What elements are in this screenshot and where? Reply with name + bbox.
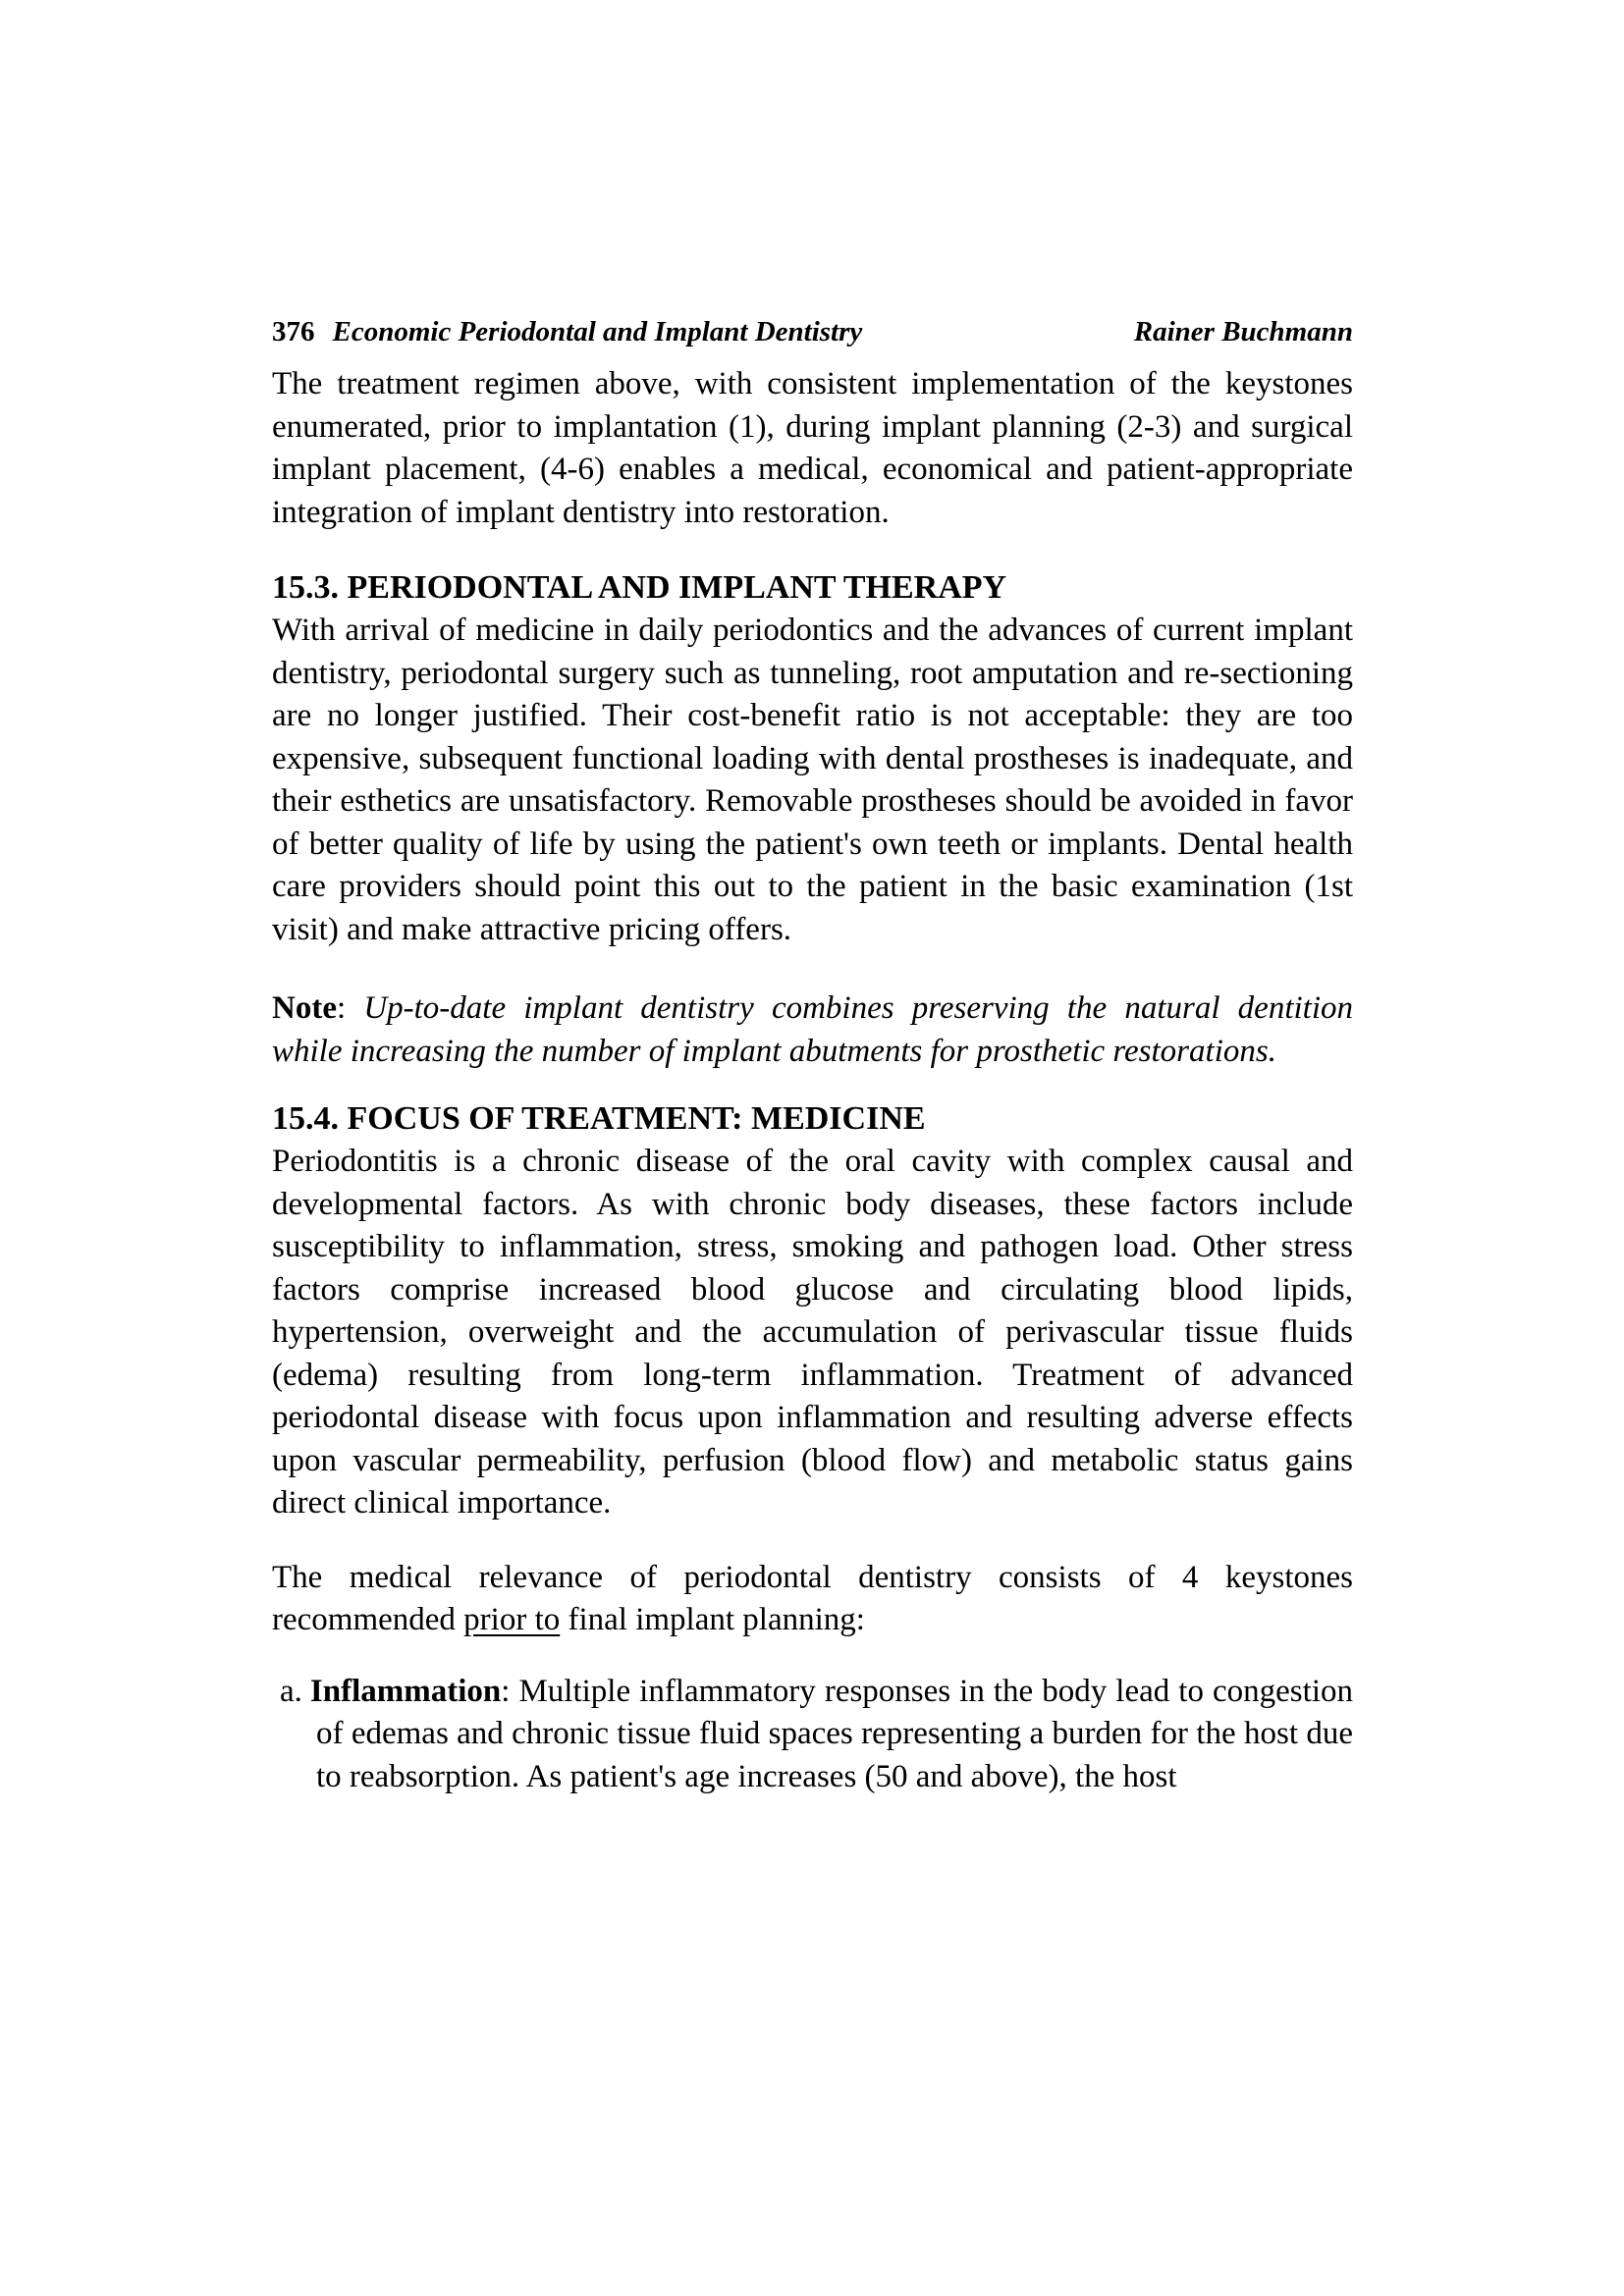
- note-body: Up-to-date implant dentistry combines preserving the natural dentition while increasing the number of implant abutments for prosthetic restorations.: [272, 990, 1353, 1069]
- note-paragraph: [272, 988, 1353, 1073]
- author-name: Rainer Buchmann: [1133, 316, 1353, 347]
- intro-paragraph: The treatment regimen above, with consistent implementation of the keystones enumerated, prior to implantation (1), during implant planning (2-3) and surgical implant placement, (4-6) enables a medical, economical and patient-appropriate integration of implant dentistry into restoration.: [272, 366, 1353, 530]
- list-item-a-term: Inflammation: [309, 1673, 502, 1709]
- section-15-3-paragraph: With arrival of medicine in daily periodontics and the advances of current implant dentistry, periodontal surgery such as tunneling, root amputation and re-sectioning are no longer justified. Their cost-benefit ratio is not acceptable: they are too expensive, subsequent functional loading with dental prostheses is inadequate, and their esthetics are unsatisfactory. Removable prostheses should be avoided in favor of better quality of life by using the patient's own teeth or implants. Dental health care providers should point this out to the patient in the basic examination (1st visit) and make attractive pricing offers.: [272, 613, 1353, 947]
- section-heading-15-4: 15.4. FOCUS OF TREATMENT: MEDICINE: [272, 1100, 926, 1137]
- page-content: [272, 312, 1353, 1798]
- keystones-intro-underlined: prior to: [463, 1602, 561, 1637]
- page-number: 376: [272, 316, 315, 347]
- keystones-intro-part1: The medical relevance of periodontal dentistry consists of 4 keystones recommended: [272, 1559, 1353, 1637]
- section-15-4-paragraph: Periodontitis is a chronic disease of the oral cavity with complex causal and developmental factors. As with chronic body diseases, these factors include susceptibility to inflammation, stress, smoking and pathogen load. Other stress factors comprise increased blood glucose and circulating blood lipids, hypertension, overweight and the accumulation of perivascular tissue fluids (edema) resulting from long-term inflammation. Treatment of advanced periodontal disease with focus upon inflammation and resulting adverse effects upon vascular permeability, perfusion (blood flow) and metabolic status gains direct clinical importance.: [272, 1144, 1353, 1521]
- list-item-a-text: : Multiple inflammatory responses in the body lead to congestion of edemas and chronic tissue fluid spaces representing a burden for the host due to reabsorption. As patient's age increases (50 and above), the host: [316, 1673, 1353, 1794]
- keystones-intro-paragraph: [272, 1557, 1353, 1642]
- note-separator: :: [336, 990, 364, 1026]
- list-item-a: [272, 1671, 1353, 1799]
- running-header-left: [272, 312, 862, 351]
- note-label: Note: [272, 990, 337, 1026]
- running-header: [272, 312, 1353, 351]
- book-title: Economic Periodontal and Implant Dentistry: [332, 316, 863, 347]
- section-heading-15-3: 15.3. PERIODONTAL AND IMPLANT THERAPY: [272, 569, 1007, 606]
- list-item-a-marker: a.: [280, 1673, 302, 1709]
- keystones-intro-part2: final implant planning:: [560, 1602, 865, 1637]
